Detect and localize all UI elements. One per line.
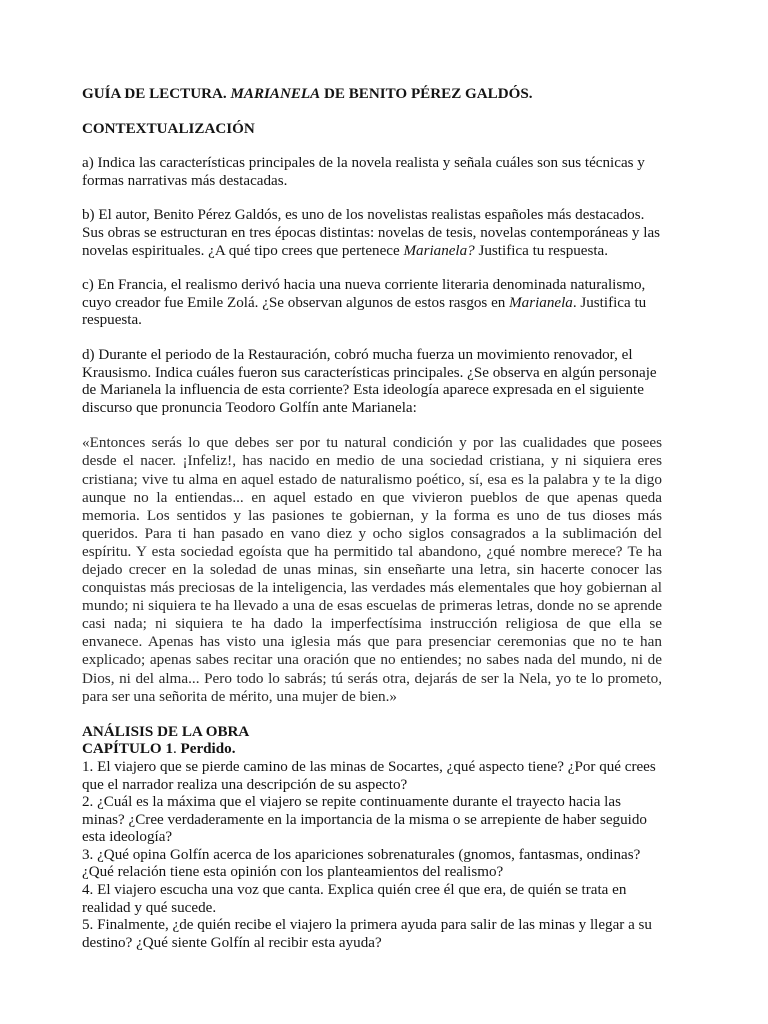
chapter-separator: . bbox=[173, 741, 181, 758]
question-d: d) Durante el periodo de la Restauración, cobró mucha fuerza un movimiento renovador, el Krausismo. Indica cuáles fueron sus características principales. ¿Se observa en algún personaje de Marianela la influencia de esta corriente? Esta ideología aparece expresada en el siguiente discurso que pronuncia Teodoro Golfín ante Marianela: bbox=[82, 346, 657, 416]
analysis-question-5: 5. Finalmente, ¿de quién recibe el viajero la primera ayuda para salir de las minas y llegar a su destino? ¿Qué siente Golfín al recibir esta ayuda? bbox=[82, 917, 652, 951]
analysis-question-4: 4. El viajero escucha una voz que canta. Explica quién cree él que era, de quién se trata en realidad y qué sucede. bbox=[82, 882, 627, 916]
title-work: MARIANELA bbox=[230, 86, 321, 102]
question-b-end: Justifica tu respuesta. bbox=[474, 242, 609, 259]
question-a: a) Indica las características principales de la novela realista y señala cuáles son sus técnicas y formas narrativas más destacadas. bbox=[82, 155, 645, 189]
title-suffix: DE BENITO PÉREZ GALDÓS. bbox=[320, 86, 533, 102]
question-c bbox=[82, 277, 662, 330]
analysis-question-1: 1. El viajero que se pierde camino de las minas de Socartes, ¿qué aspecto tiene? ¿Por qué crees que el narrador realiza una descripción de su aspecto? bbox=[82, 758, 656, 793]
section-heading-context: CONTEXTUALIZACIÓN bbox=[82, 120, 255, 137]
section-heading-analysis: ANÁLISIS DE LA OBRA bbox=[82, 723, 250, 740]
title-prefix: GUÍA DE LECTURA. bbox=[82, 86, 231, 102]
question-b-italic: Marianela? bbox=[403, 242, 475, 259]
question-c-end: . Justifica tu respuesta. bbox=[82, 294, 647, 329]
question-b-text: b) El autor, Benito Pérez Galdós, es uno de los novelistas realistas españoles más destacados. Sus obras se estructuran en tres épocas distintas: novelas de tesis, novelas contemporáneas y las novelas espirituales. ¿A qué tipo crees que pertenece bbox=[82, 207, 661, 259]
document-page bbox=[82, 86, 662, 952]
chapter-label: CAPÍTULO 1 bbox=[82, 741, 173, 758]
question-c-text: c) En Francia, el realismo derivó hacia una nueva corriente literaria denominada naturalismo, cuyo creador fue Emile Zolá. ¿Se observan algunos de estos rasgos en bbox=[82, 277, 646, 311]
analysis-question-2: 2. ¿Cuál es la máxima que el viajero se repite continuamente durante el trayecto hacia las minas? ¿Cree verdaderamente en la importancia de la misma o se arrepiente de haber seguido esta ideología? bbox=[82, 794, 647, 846]
document-title bbox=[82, 86, 662, 104]
golfin-quote: «Entonces serás lo que debes ser por tu natural condición y por las cualidades que posees desde el nacer. ¡Infeliz!, has nacido en medio de una sociedad cristiana, y ni siquiera eres cristiana; vive tu alma en aquel estado de naturalismo poético, sí, esa es la palabra y te la digo aunque no la entiendas... en aquel estado en que vivieron pueblos de que apenas queda memoria. Los sentidos y las pasiones te gobiernan, y la forma es uno de tus dioses más queridos. Para ti han pasado en vano diez y ocho siglos consagrados a la sublimación del espíritu. Y esta sociedad egoísta que ha permitido tal abandono, ¿qué nombre merece? Te ha dejado crecer en la soledad de unas minas, sin enseñarte una letra, sin hacerte conocer las conquistas más preciosas de la inteligencia, las verdades más elementales que hoy gobiernan al mundo; ni siquiera te ha llevado a una de esas escuelas de primeras letras, donde no se aprende casi nada; ni siquiera te ha dado la imperfectísima instrucción religiosa de que ella se envanece. Apenas has visto una iglesia más que para presenciar ceremonias que no te han explicado; apenas sabes recitar una oración que no entiendes; no sabes nada del mundo, ni de Dios, ni del alma... Pero todo lo sabrás; tú serás otra, dejarás de ser la Nela, yo te lo prometo, para ser una señorita de mérito, una mujer de bien.» bbox=[82, 434, 662, 705]
analysis-question-3: 3. ¿Qué opina Golfín acerca de los apariciones sobrenaturales (gnomos, fantasmas, ondinas? ¿Qué relación tiene esta opinión con los planteamientos del realismo? bbox=[82, 846, 641, 881]
chapter-heading bbox=[82, 741, 662, 759]
chapter-title: Perdido. bbox=[180, 741, 236, 758]
question-b bbox=[82, 207, 662, 260]
question-c-italic: Marianela bbox=[509, 294, 573, 311]
